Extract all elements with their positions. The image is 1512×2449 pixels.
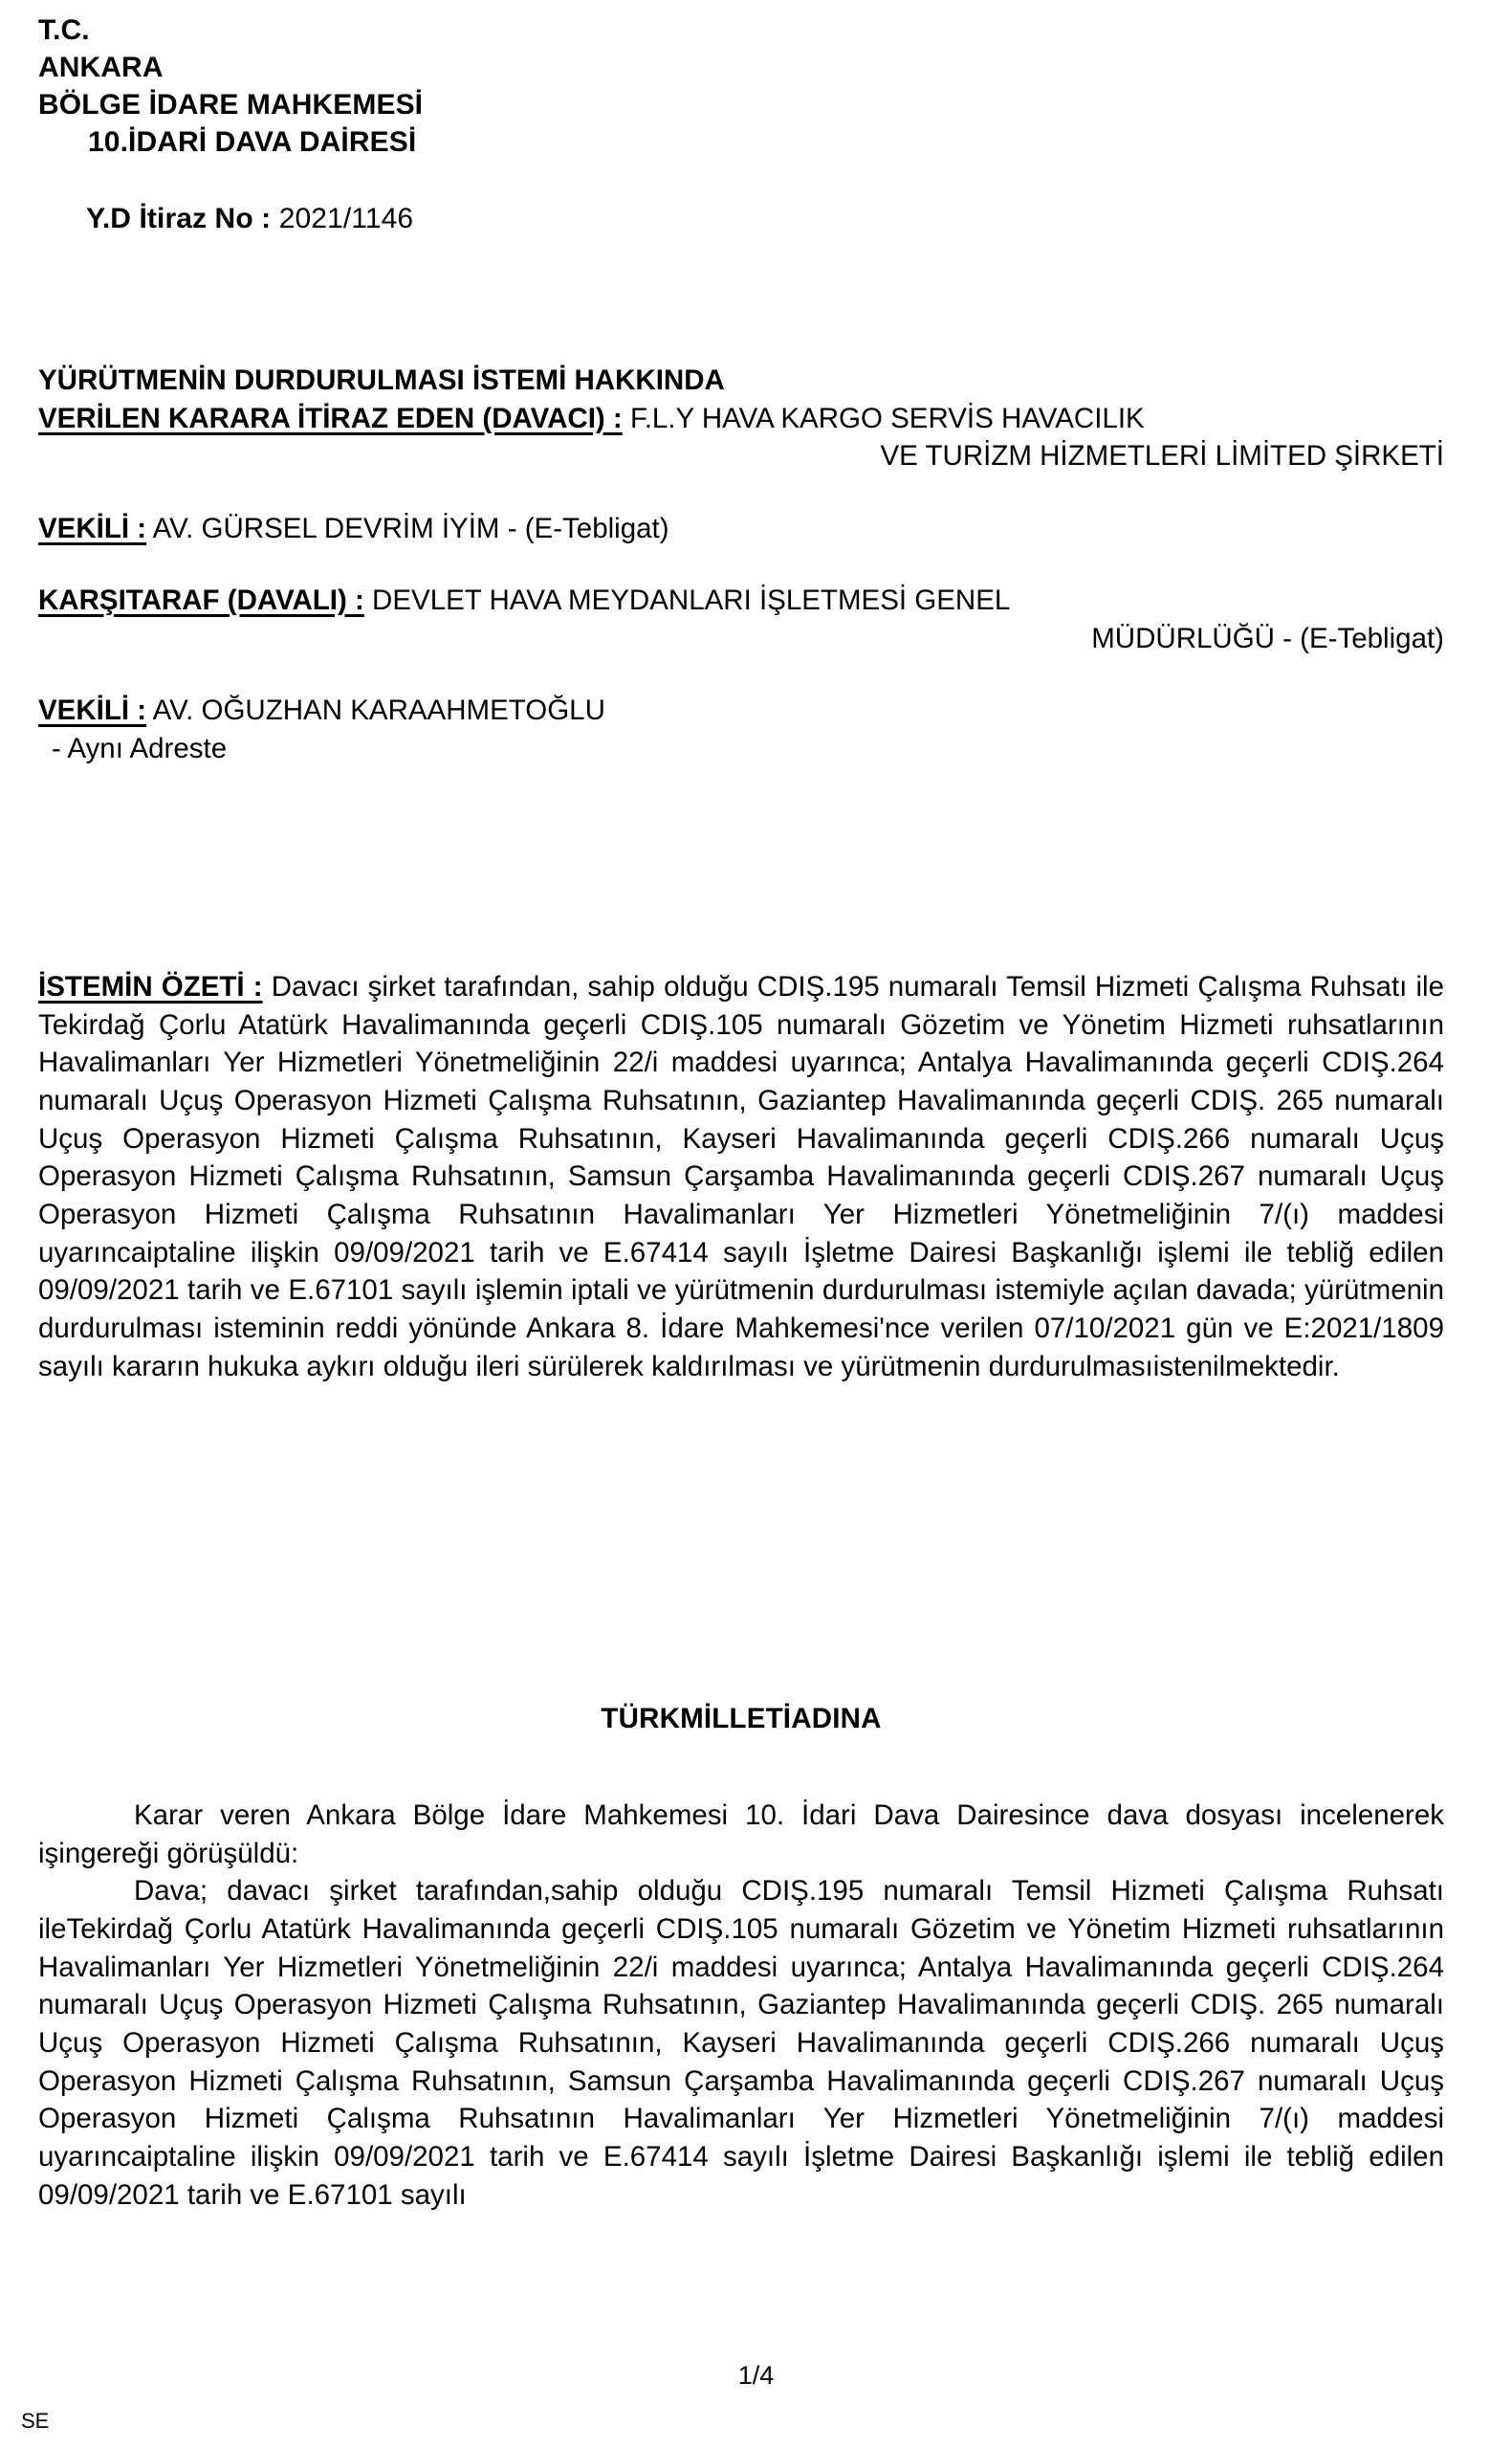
appellant-value-line-1: F.L.Y HAVA KARGO SERVİS HAVACILIK <box>629 402 1145 434</box>
respondent-value-line-1: DEVLET HAVA MEYDANLARI İŞLETMESİ GENEL <box>372 585 1011 617</box>
header-line-chamber: 10.İDARİ DAVA DAİRESİ <box>88 126 417 158</box>
appellant-attorney-label: VEKİLİ : <box>38 512 147 544</box>
header-line-city: ANKARA <box>38 52 164 83</box>
header-line-tc: T.C. <box>38 14 90 46</box>
appellant-value-line-2-wrapper <box>38 437 1444 475</box>
appellant-row <box>38 400 1444 438</box>
spacer-after-respondent <box>38 657 1444 692</box>
respondent-value-line-2: MÜDÜRLÜĞÜ - (E-Tebligat) <box>1091 622 1444 654</box>
case-number-separator: : <box>252 203 279 234</box>
respondent-attorney-address-text: - Aynı Adreste <box>52 732 228 764</box>
spacer-after-appellant-attorney <box>38 547 1444 582</box>
spacer-after-appellant <box>38 475 1444 510</box>
subject-heading-text: YÜRÜTMENİN DURDURULMASI İSTEMİ HAKKINDA <box>38 364 725 396</box>
respondent-label: KARŞITARAF (DAVALI) : <box>38 585 364 617</box>
case-number-label: Y.D İtiraz No <box>86 203 253 234</box>
respondent-row <box>38 582 1444 620</box>
appellant-attorney-row <box>38 510 1444 548</box>
respondent-attorney-label: VEKİLİ : <box>38 695 147 727</box>
respondent-attorney-row <box>38 692 1444 730</box>
header-line-court: BÖLGE İDARE MAHKEMESİ <box>38 89 424 121</box>
appellant-label: VERİLEN KARARA İTİRAZ EDEN (DAVACI) : <box>38 402 623 434</box>
document-header <box>38 11 899 275</box>
respondent-attorney-value: AV. OĞUZHAN KARAAHMETOĞLU <box>152 695 605 727</box>
decision-case-description-paragraph: Dava; davacı şirket tarafından,sahip olduğu CDIŞ.195 numaralı Temsil Hizmeti Çalışma Ruhsatı ileTekirdağ Çorlu Atatürk Havalimanında geçerli CDIŞ.105 numaralı Gözetim ve Yönetim Hizmeti ruhsatlarının Havalimanları Yer Hizmetleri Yönetmeliğinin 22/i maddesi uyarınca; Antalya Havalimanında geçerli CDIŞ.264 numaralı Uçuş Operasyon Hizmeti Çalışma Ruhsatının, Gaziantep Havalimanında geçerli CDIŞ. 265 numaralı Uçuş Operasyon Hizmeti Çalışma Ruhsatının, Kayseri Havalimanında geçerli CDIŞ.266 numaralı Uçuş Operasyon Hizmeti Çalışma Ruhsatının, Samsun Çarşamba Havalimanında geçerli CDIŞ.267 numaralı Uçuş Operasyon Hizmeti Çalışma Ruhsatının Havalimanları Yer Hizmetleri Yönetmeliğinin 7/(ı) maddesi uyarıncaiptaline ilişkin 09/09/2021 tarih ve E.67414 sayılı İşletme Dairesi Başkanlığı işlemi ile tebliğ edilen 09/09/2021 tarih ve E.67101 sayılı <box>38 1875 1444 2211</box>
decision-section <box>38 1797 1444 2214</box>
appellant-value-line-2: VE TURİZM HİZMETLERİ LİMİTED ŞİRKETİ <box>880 440 1444 473</box>
decision-intro-paragraph: Karar veren Ankara Bölge İdare Mahkemesi 10. İdari Dava Dairesince dava dosyası incelenerek işingereği görüşüldü: <box>38 1799 1444 1869</box>
summary-section <box>38 968 1444 1385</box>
footer-mark: SE <box>21 2409 50 2433</box>
turk-milleti-adina-section <box>38 1703 1444 1735</box>
parties-section <box>38 362 1444 767</box>
case-number-value: 2021/1146 <box>278 203 414 234</box>
summary-text: Davacı şirket tarafından, sahip olduğu CDIŞ.195 numaralı Temsil Hizmeti Çalışma Ruhsatı ile Tekirdağ Çorlu Atatürk Havalimanında geçerli CDIŞ.105 numaralı Gözetim ve Yönetim Hizmeti ruhsatlarının Havalimanları Yer Hizmetleri Yönetmeliğinin 22/i maddesi uyarınca; Antalya Havalimanında geçerli CDIŞ.264 numaralı Uçuş Operasyon Hizmeti Çalışma Ruhsatının, Gaziantep Havalimanında geçerli CDIŞ. 265 numaralı Uçuş Operasyon Hizmeti Çalışma Ruhsatının, Kayseri Havalimanında geçerli CDIŞ.266 numaralı Uçuş Operasyon Hizmeti Çalışma Ruhsatının, Samsun Çarşamba Havalimanında geçerli CDIŞ.267 numaralı Uçuş Operasyon Hizmeti Çalışma Ruhsatının Havalimanları Yer Hizmetleri Yönetmeliğinin 7/(ı) maddesi uyarıncaiptaline ilişkin 09/09/2021 tarih ve E.67414 sayılı İşletme Dairesi Başkanlığı işlemi ile tebliğ edilen 09/09/2021 tarih ve E.67101 sayılı işlemin iptali ve yürütmenin durdurulması istemiyle açılan davada; yürütmenin durdurulması isteminin reddi yönünde Ankara 8. İdare Mahkemesi'nce verilen 07/10/2021 gün ve E:2021/1809 sayılı kararın hukuka aykırı olduğu ileri sürülerek kaldırılması ve yürütmenin durdurulmasıistenilmektedir. <box>38 971 1444 1382</box>
case-number-line <box>38 163 899 275</box>
summary-paragraph <box>38 968 1444 1385</box>
respondent-value-line-2-wrapper <box>38 620 1444 658</box>
summary-label: İSTEMİN ÖZETİ : <box>38 971 263 1003</box>
subject-heading <box>38 362 1444 400</box>
appellant-attorney-value: AV. GÜRSEL DEVRİM İYİM - (E-Tebligat) <box>152 512 669 544</box>
turk-milleti-adina-heading: TÜRKMİLLETİADINA <box>601 1703 882 1734</box>
respondent-attorney-address <box>38 730 1444 768</box>
page-number: 1/4 <box>737 2361 775 2390</box>
